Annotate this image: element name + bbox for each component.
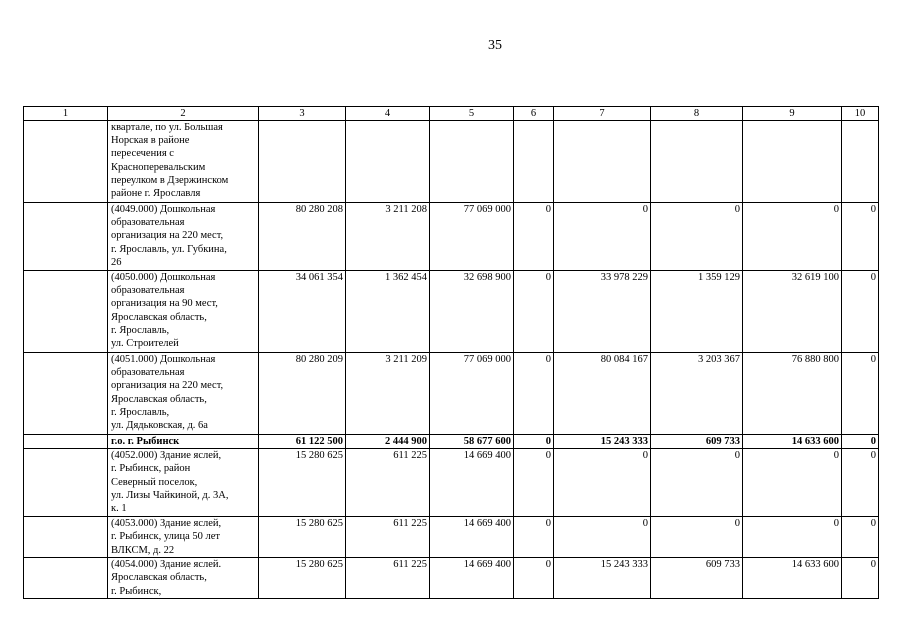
value-cell: 3 211 208 xyxy=(346,203,430,271)
value-cell: 0 xyxy=(514,353,554,435)
object-name-cell xyxy=(108,435,259,449)
column-number-row xyxy=(24,107,879,121)
table-body xyxy=(24,121,879,599)
row-number-cell xyxy=(24,517,108,558)
value-cell xyxy=(259,121,346,203)
value-cell: 611 225 xyxy=(346,558,430,599)
row-number-cell xyxy=(24,121,108,203)
value-cell: 0 xyxy=(842,435,879,449)
object-name-line: Норская в районе xyxy=(111,135,190,147)
value-cell: 0 xyxy=(842,517,879,558)
object-name-line: г. Ярославль, xyxy=(111,406,170,418)
value-cell: 33 978 229 xyxy=(554,271,651,353)
column-header: 4 xyxy=(346,107,430,121)
table-row xyxy=(24,449,879,517)
value-cell: 0 xyxy=(842,449,879,517)
object-name-line: пересечения с xyxy=(111,148,174,160)
object-name-cell xyxy=(108,271,259,353)
column-header: 8 xyxy=(651,107,743,121)
object-name-line: ВЛКСМ, д. 22 xyxy=(111,544,175,556)
column-header: 10 xyxy=(842,107,879,121)
value-cell: 80 280 209 xyxy=(259,353,346,435)
value-cell xyxy=(743,121,842,203)
object-name-line: образовательная xyxy=(111,285,185,297)
column-header: 2 xyxy=(108,107,259,121)
row-number-cell xyxy=(24,449,108,517)
value-cell xyxy=(554,121,651,203)
object-name-line: ул. Строителей xyxy=(111,338,179,350)
value-cell: 0 xyxy=(842,353,879,435)
object-name-line: квартале, по ул. Большая xyxy=(111,122,223,133)
object-name-cell xyxy=(108,203,259,271)
value-cell: 15 243 333 xyxy=(554,435,651,449)
value-cell: 32 619 100 xyxy=(743,271,842,353)
value-cell: 15 280 625 xyxy=(259,558,346,599)
object-name-line: г. Рыбинск, улица 50 лет xyxy=(111,531,221,543)
object-name-cell xyxy=(108,121,259,203)
value-cell: 0 xyxy=(651,449,743,517)
value-cell: 76 880 800 xyxy=(743,353,842,435)
value-cell: 15 280 625 xyxy=(259,517,346,558)
object-name-line: г. Рыбинск, район xyxy=(111,463,191,475)
value-cell: 0 xyxy=(514,449,554,517)
value-cell: 1 362 454 xyxy=(346,271,430,353)
column-header: 7 xyxy=(554,107,651,121)
object-name-line: (4051.000) Дошкольная xyxy=(111,354,216,365)
value-cell: 3 203 367 xyxy=(651,353,743,435)
value-cell: 611 225 xyxy=(346,517,430,558)
table-row xyxy=(24,271,879,353)
object-name-line: районе г. Ярославля xyxy=(111,188,201,200)
object-name-cell xyxy=(108,517,259,558)
object-name-cell xyxy=(108,558,259,599)
object-name-cell xyxy=(108,353,259,435)
object-name-line: к. 1 xyxy=(111,503,127,515)
object-name-line: ул. Дядьковская, д. 6а xyxy=(111,420,208,432)
value-cell: 0 xyxy=(842,558,879,599)
table-row xyxy=(24,435,879,449)
value-cell: 2 444 900 xyxy=(346,435,430,449)
object-name-line: (4054.000) Здание яслей. xyxy=(111,559,222,571)
value-cell: 0 xyxy=(743,449,842,517)
value-cell: 14 669 400 xyxy=(430,449,514,517)
value-cell: 0 xyxy=(842,203,879,271)
object-name-cell xyxy=(108,449,259,517)
value-cell xyxy=(346,121,430,203)
row-number-cell xyxy=(24,353,108,435)
object-name-line: г. Рыбинск, xyxy=(111,585,162,597)
value-cell: 58 677 600 xyxy=(430,435,514,449)
value-cell: 14 633 600 xyxy=(743,435,842,449)
page-number: 35 xyxy=(488,38,502,53)
value-cell: 14 669 400 xyxy=(430,558,514,599)
table-row xyxy=(24,353,879,435)
row-number-cell xyxy=(24,203,108,271)
column-header: 3 xyxy=(259,107,346,121)
value-cell: 14 669 400 xyxy=(430,517,514,558)
object-name-line: Ярославская область, xyxy=(111,572,207,584)
value-cell: 15 280 625 xyxy=(259,449,346,517)
value-cell: 0 xyxy=(514,203,554,271)
value-cell: 0 xyxy=(554,203,651,271)
value-cell: 34 061 354 xyxy=(259,271,346,353)
value-cell: 14 633 600 xyxy=(743,558,842,599)
object-name-line: г. Ярославль, ул. Губкина, xyxy=(111,243,227,255)
value-cell: 0 xyxy=(554,449,651,517)
value-cell xyxy=(430,121,514,203)
object-name-line: (4050.000) Дошкольная xyxy=(111,272,216,283)
value-cell: 611 225 xyxy=(346,449,430,517)
object-name-line: образовательная xyxy=(111,367,185,379)
object-name-line: образовательная xyxy=(111,217,185,229)
value-cell: 0 xyxy=(554,517,651,558)
table-row xyxy=(24,517,879,558)
object-name-line: г. Ярославль, xyxy=(111,324,170,336)
object-name-line: (4052.000) Здание яслей, xyxy=(111,450,222,462)
object-name-line: Северный поселок, xyxy=(111,476,198,488)
value-cell: 80 280 208 xyxy=(259,203,346,271)
object-name-line: переулком в Дзержинском xyxy=(111,174,229,186)
object-name-line: организация на 220 мест, xyxy=(111,380,224,392)
value-cell xyxy=(514,121,554,203)
table-row xyxy=(24,121,879,203)
column-header: 5 xyxy=(430,107,514,121)
value-cell: 3 211 209 xyxy=(346,353,430,435)
value-cell: 0 xyxy=(514,271,554,353)
value-cell: 61 122 500 xyxy=(259,435,346,449)
value-cell: 609 733 xyxy=(651,558,743,599)
object-name-line: г.о. г. Рыбинск xyxy=(111,436,180,447)
value-cell: 0 xyxy=(743,203,842,271)
column-header: 9 xyxy=(743,107,842,121)
row-number-cell xyxy=(24,271,108,353)
object-name-line: Красноперевальским xyxy=(111,161,206,173)
budget-table xyxy=(23,106,879,599)
table-row xyxy=(24,558,879,599)
value-cell: 609 733 xyxy=(651,435,743,449)
value-cell: 0 xyxy=(651,517,743,558)
value-cell: 77 069 000 xyxy=(430,203,514,271)
object-name-line: организация на 220 мест, xyxy=(111,230,224,242)
value-cell: 0 xyxy=(514,517,554,558)
value-cell xyxy=(842,121,879,203)
value-cell: 1 359 129 xyxy=(651,271,743,353)
value-cell: 0 xyxy=(651,203,743,271)
object-name-line: (4053.000) Здание яслей, xyxy=(111,518,222,530)
value-cell: 32 698 900 xyxy=(430,271,514,353)
value-cell: 0 xyxy=(514,435,554,449)
row-number-cell xyxy=(24,558,108,599)
column-header: 1 xyxy=(24,107,108,121)
object-name-line: ул. Лизы Чайкиной, д. 3А, xyxy=(111,489,229,501)
value-cell: 0 xyxy=(743,517,842,558)
table-row xyxy=(24,203,879,271)
value-cell: 0 xyxy=(842,271,879,353)
object-name-line: организация на 90 мест, xyxy=(111,298,218,310)
row-number-cell xyxy=(24,435,108,449)
value-cell: 80 084 167 xyxy=(554,353,651,435)
object-name-line: 26 xyxy=(111,256,122,268)
object-name-line: Ярославская область, xyxy=(111,311,207,323)
value-cell: 15 243 333 xyxy=(554,558,651,599)
object-name-line: (4049.000) Дошкольная xyxy=(111,204,216,215)
value-cell: 0 xyxy=(514,558,554,599)
column-header: 6 xyxy=(514,107,554,121)
value-cell xyxy=(651,121,743,203)
value-cell: 77 069 000 xyxy=(430,353,514,435)
object-name-line: Ярославская область, xyxy=(111,393,207,405)
